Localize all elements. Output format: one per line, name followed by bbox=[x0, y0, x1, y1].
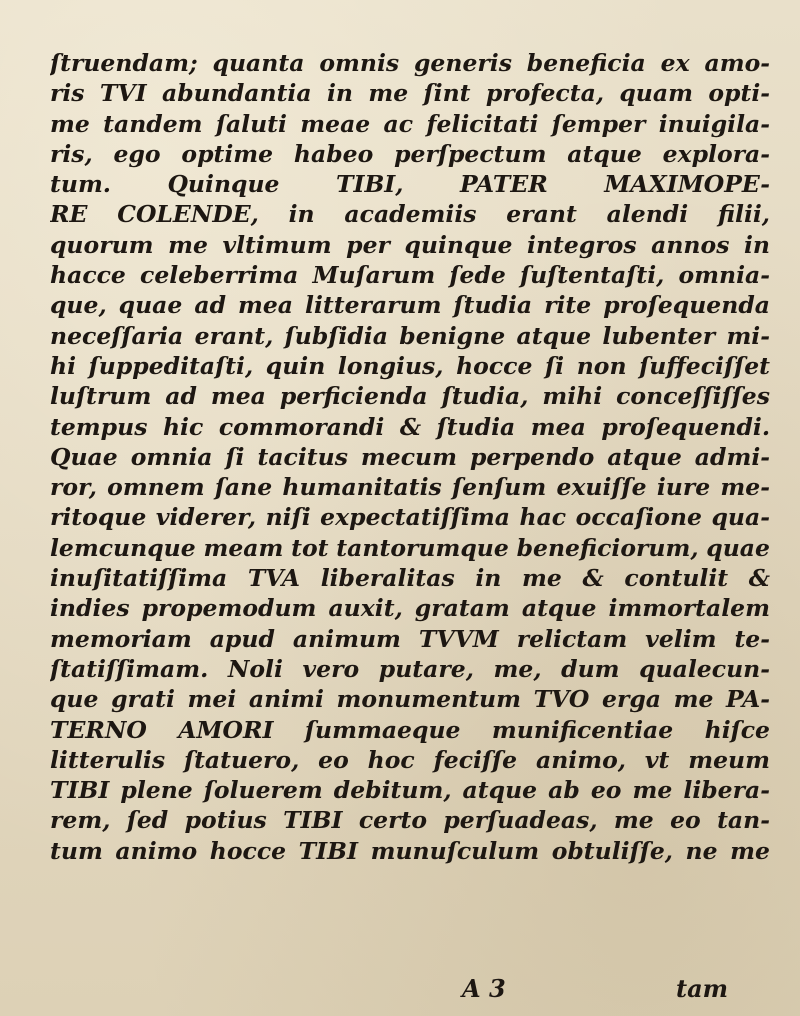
text-line: TIBI plene ſoluerem debitum, atque ab eo me libera- bbox=[50, 776, 770, 805]
text-line: litterulis ſtatuero, eo hoc feciſſe animo, vt meum bbox=[50, 745, 770, 774]
text-line: ſtatiſſimam. Noli vero putare, me, dum qualecun- bbox=[50, 654, 770, 683]
text-line: tum. Quinque TIBI, PATER MAXIMOPE- bbox=[50, 170, 770, 199]
text-line: hi ſuppeditaſti, quin longius, hocce ſi non ſuffeciſſet bbox=[50, 351, 770, 380]
text-line: indies propemodum auxit, gratam atque immortalem bbox=[50, 594, 770, 623]
text-line: que, quae ad mea litterarum ſtudia rite proſequenda bbox=[50, 291, 770, 320]
text-line: inuſitatiſſima TVA liberalitas in me & contulit & bbox=[50, 564, 770, 593]
text-line: Quae omnia ſi tacitus mecum perpendo atque admi- bbox=[50, 442, 770, 471]
text-line: ſtruendam; quanta omnis generis beneficia ex amo- bbox=[50, 49, 770, 77]
text-line: ror, omnem ſane humanitatis ſenſum exuiſſe iure me- bbox=[50, 473, 770, 502]
text-line: tum animo hocce TIBI munuſculum obtuliſſe, ne me bbox=[50, 836, 770, 865]
text-line: luſtrum ad mea perficienda ſtudia, mihi conceſſiſſes bbox=[50, 382, 770, 411]
text-line: TERNO AMORI ſummaeque munificentiae hiſce bbox=[50, 715, 770, 744]
signature-mark: A 3 bbox=[462, 974, 506, 1003]
text-line: me tandem ſaluti meae ac felicitati ſemper inuigila- bbox=[50, 109, 770, 138]
text-line: memoriam apud animum TVVM relictam velim te- bbox=[50, 624, 770, 653]
page-footer bbox=[0, 974, 800, 1006]
text-line: ritoque viderer, niſi expectatiſſima hac occaſione qua- bbox=[50, 503, 770, 532]
text-line: rem, ſed potius TIBI certo perſuadeas, me eo tan- bbox=[50, 806, 770, 835]
text-line: que grati mei animi monumentum TVO erga me PA- bbox=[50, 685, 770, 714]
catchword: tam bbox=[676, 974, 729, 1003]
text-line: ris, ego optime habeo perſpectum atque explora- bbox=[50, 139, 770, 168]
text-line: ris TVI abundantia in me ſint profecta, quam opti- bbox=[50, 79, 770, 108]
body-text bbox=[50, 48, 770, 866]
text-line: hacce celeberrima Muſarum ſede ſuſtentaſti, omnia- bbox=[50, 261, 770, 290]
text-line: RE COLENDE, in academiis erant alendi filii, bbox=[50, 200, 770, 229]
text-line: tempus hic commorandi & ſtudia mea proſequendi. bbox=[50, 412, 770, 441]
text-line: quorum me vltimum per quinque integros annos in bbox=[50, 230, 770, 259]
text-line: neceſſaria erant, ſubſidia benigne atque lubenter mi- bbox=[50, 321, 770, 350]
text-line: lemcunque meam tot tantorumque beneficiorum, quae bbox=[50, 533, 770, 562]
